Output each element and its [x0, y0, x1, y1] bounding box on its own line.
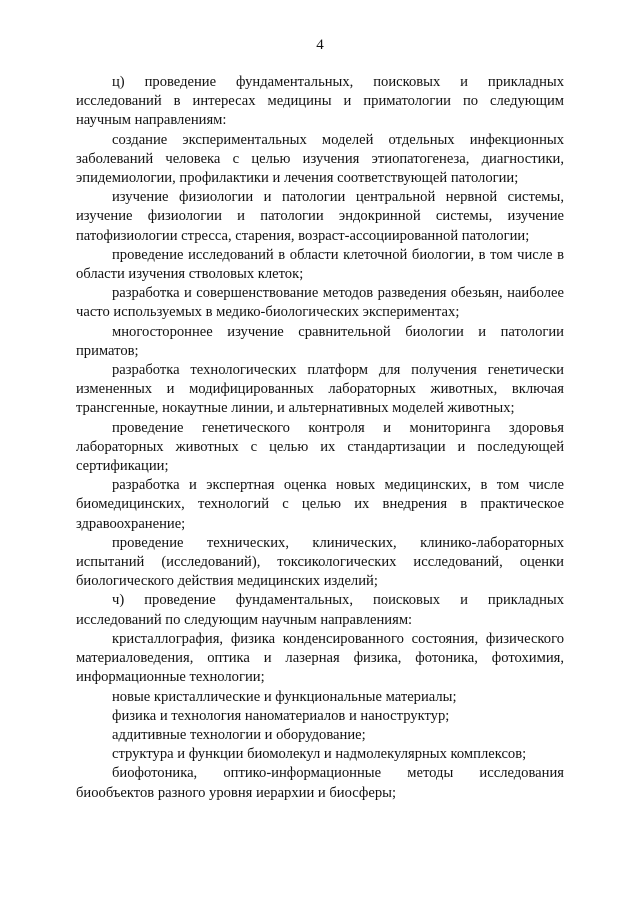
paragraph: аддитивные технологии и оборудование;: [112, 726, 366, 743]
paragraph: создание экспериментальных моделей отдельных инфекционных заболеваний человека с целью изучения этиопатогенеза, диагностики, эпидемиологии, профилактики и лечения соответствующей патологии;: [76, 131, 564, 187]
paragraph: кристаллография, физика конденсированного состояния, физического материаловедения, оптика и лазерная физика, фотоника, фотохимия, информационные технологии;: [76, 630, 564, 686]
paragraph: разработка и экспертная оценка новых медицинских, в том числе биомедицинских, технологий с целью их внедрения в практическое здравоохранение;: [76, 477, 564, 532]
paragraph: новые кристаллические и функциональные материалы;: [112, 688, 457, 705]
paragraph: проведение исследований в области клеточной биологии, в том числе в области изучения стволовых клеток;: [76, 246, 564, 283]
paragraph: разработка и совершенствование методов разведения обезьян, наиболее часто используемых в медико-биологических экспериментах;: [76, 285, 564, 321]
paragraph: биофотоника, оптико-информационные методы исследования биообъектов разного уровня иерархии и биосферы;: [76, 765, 564, 801]
paragraph: ц) проведение фундаментальных, поисковых и прикладных исследований в интересах медицины и приматологии по следующим научным направлениям:: [76, 74, 564, 129]
paragraph: изучение физиологии и патологии центральной нервной системы, изучение физиологии и патологии эндокринной системы, изучение патофизиологии стресса, старения, возраст-ассоциированной патологии;: [76, 189, 564, 244]
paragraph: многостороннее изучение сравнительной биологии и патологии приматов;: [76, 323, 564, 359]
page-number: 4: [316, 37, 324, 53]
paragraph: проведение технических, клинических, клинико-лабораторных испытаний (исследований), токсикологических исследований, оценки биологического действия медицинских изделий;: [76, 534, 564, 590]
paragraph: ч) проведение фундаментальных, поисковых и прикладных исследований по следующим научным направлениям:: [76, 592, 564, 628]
body-text: [76, 73, 564, 803]
paragraph: проведение генетического контроля и мониторинга здоровья лабораторных животных с целью их стандартизации и последующей сертификации;: [76, 419, 564, 475]
paragraph: физика и технология наноматериалов и наноструктур;: [112, 707, 450, 724]
paragraph: структура и функции биомолекул и надмолекулярных комплексов;: [112, 746, 527, 763]
paragraph: разработка технологических платформ для получения генетически измененных и модифицированных лабораторных животных, включая трансгенные, нокаутные линии, и альтернативных моделей животных;: [76, 362, 564, 417]
